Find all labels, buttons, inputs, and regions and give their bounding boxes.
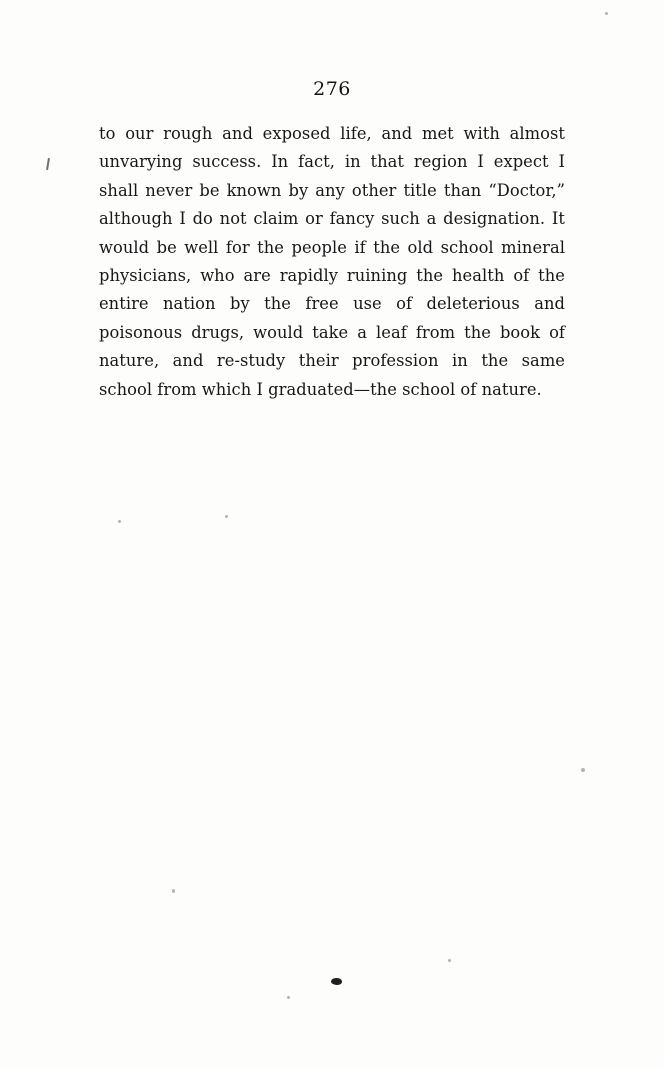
scan-speck	[448, 959, 451, 962]
scan-speck	[172, 889, 175, 893]
page-number: 276	[313, 78, 351, 100]
paragraph: to our rough and exposed life, and met with almost unvarying success. In fact, in that region I expect I shall never be known by any other title than “Doctor,” although I do not claim or fancy such a designation. It would be well for the people if the old school mineral physicians, who are rapidly ruining the health of the entire nation by the free use of deleterious and poisonous drugs, would take a leaf from the book of nature, and re-study their profession in the same school from which I graduated—the school of nature.	[99, 124, 565, 399]
ink-blot	[331, 978, 342, 985]
scan-speck	[225, 515, 228, 518]
scan-speck	[605, 12, 608, 15]
margin-pen-mark	[46, 158, 49, 170]
scan-speck	[581, 768, 585, 772]
page-body-text	[99, 120, 565, 404]
scan-speck	[287, 996, 290, 999]
scan-speck	[118, 520, 121, 523]
